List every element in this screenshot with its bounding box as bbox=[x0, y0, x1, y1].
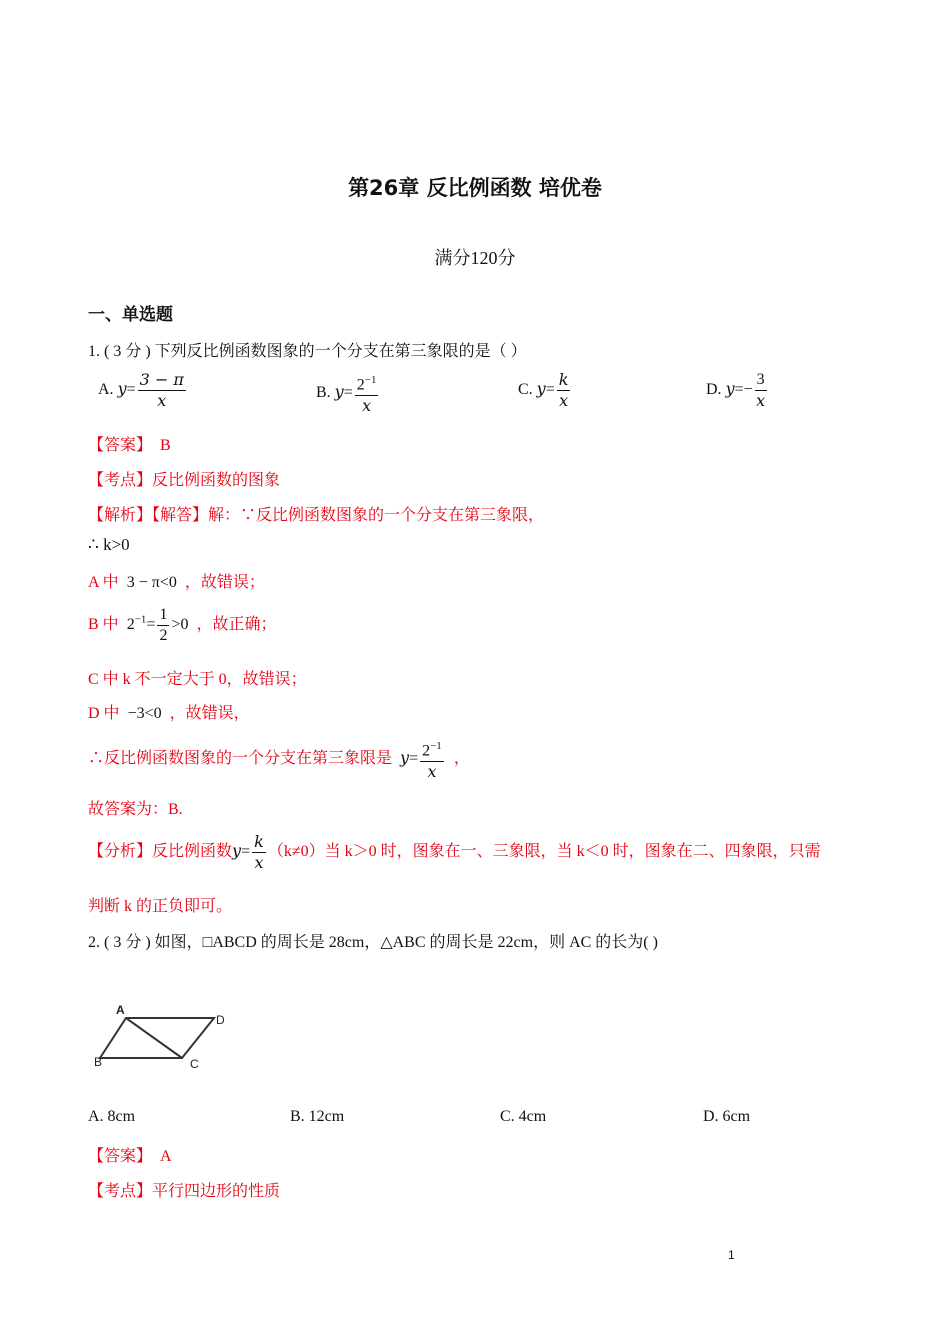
q1-fenxi-cont: 判断 k 的正负即可。 bbox=[88, 898, 233, 915]
q2-option-b: B. 12cm bbox=[290, 1108, 345, 1125]
q2-kaodian: 【考点】平行四边形的性质 bbox=[88, 1183, 281, 1200]
q1-step-d: D 中 −3<0 ，故错误， bbox=[88, 705, 250, 722]
vertex-c-label: C bbox=[190, 1057, 199, 1071]
question-2-stem: 2. ( 3 分 ) 如图，□ABCD 的周长是 28cm，△ABC 的周长是 22cm，则 AC 的长为( ) bbox=[88, 934, 658, 951]
q1-step-k: ∴ k>0 bbox=[88, 535, 130, 554]
q1-option-a-denominator: x bbox=[157, 391, 167, 410]
diagonal-ac bbox=[126, 1018, 182, 1058]
q1-option-b: B. y= $\frac{2^{-1}}{x}$ bbox=[316, 370, 380, 416]
q2-option-a: A. 8cm bbox=[88, 1108, 136, 1125]
q1-option-c: C. y= $\frac{k}{x}$ bbox=[518, 370, 569, 410]
vertex-b-label: B bbox=[94, 1055, 103, 1069]
q1-step-a: A 中 3 − π<0 ，故错误； bbox=[88, 574, 265, 591]
q1-conclusion: ∴反比例函数图象的一个分支在第三象限是 y= $\frac{2^{-1}}{x}$ ， bbox=[88, 736, 470, 782]
vertex-d-label: D bbox=[216, 1013, 225, 1027]
q1-option-a-numerator: 3 − π bbox=[139, 370, 184, 389]
parallelogram-abcd bbox=[100, 1018, 214, 1058]
q2-option-c: C. 4cm bbox=[500, 1108, 547, 1125]
page-number: 1 bbox=[728, 1248, 735, 1262]
q1-option-a: A. y= $\frac{3 - \pi}{x}$ bbox=[98, 370, 184, 410]
vertex-a-label: A bbox=[116, 1003, 125, 1017]
q1-option-d: D. y=− $\frac{3}{x}$ bbox=[706, 371, 766, 410]
q1-step-c: C 中 k 不一定大于 0，故错误； bbox=[88, 671, 307, 688]
page-title: 第26章 反比例函数 培优卷 bbox=[348, 176, 602, 200]
question-1-stem: 1. ( 3 分 ) 下列反比例函数图象的一个分支在第三象限的是（ ） bbox=[88, 343, 527, 360]
q2-answer: 【答案】 A bbox=[88, 1148, 172, 1165]
page-subtitle: 满分120分 bbox=[434, 248, 516, 268]
q1-jiexi: 【解析】【解答】解：∵反比例函数图象的一个分支在第三象限， bbox=[88, 507, 545, 524]
q1-fenxi: 【分析】反比例函数y= $\frac{k}{x}$ （k≠0）当 k＞0 时，图象在一、三象限，当 k＜0 时，图象在二、四象限，只需 bbox=[88, 832, 821, 872]
q1-answer: 【答案】 B bbox=[88, 437, 171, 454]
q1-kaodian: 【考点】反比例函数的图象 bbox=[88, 472, 281, 489]
q2-option-d: D. 6cm bbox=[703, 1108, 751, 1125]
q1-final-answer: 故答案为：B. bbox=[88, 801, 183, 818]
parallelogram-figure bbox=[90, 998, 240, 1078]
section-heading: 一、单选题 bbox=[88, 305, 173, 325]
q1-step-b: B 中 $2^{-1}=$ $\frac{1}{2}$ >0 ，故正确； bbox=[88, 606, 277, 644]
